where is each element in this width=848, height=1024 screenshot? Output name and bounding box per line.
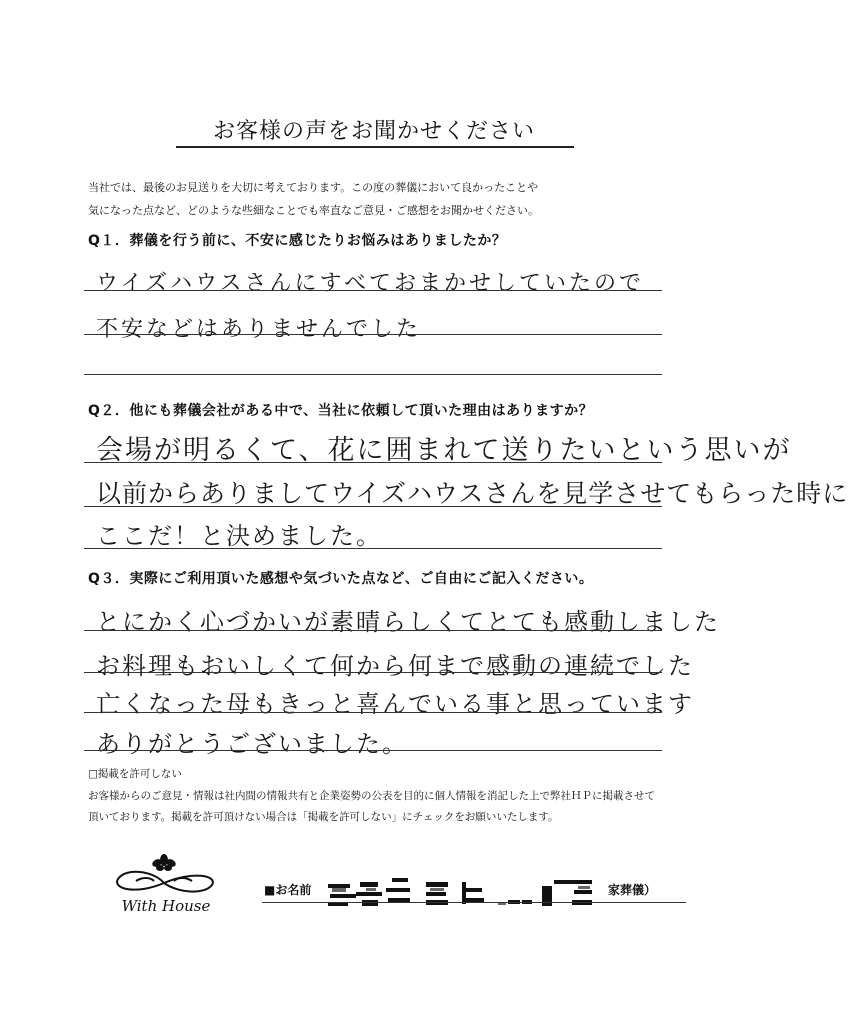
name-label: ■お名前 bbox=[264, 883, 312, 897]
consent-notice-line: 頂いております。掲載を許可頂けない場合は「掲載を許可しない」にチェックをお願いいたします。 bbox=[88, 811, 559, 823]
name-suffix: 家葬儀） bbox=[608, 883, 657, 897]
q3-answer-line: お料理もおいしくて何から何まで感動の連続でした bbox=[96, 652, 694, 680]
answer-rule bbox=[84, 750, 662, 751]
consent-notice bbox=[88, 786, 698, 828]
consent-notice-line: お客様からのご意見・情報は社内間の情報共有と企業姿勢の公表を目的に個人情報を消記した上で弊社ＨＰに掲載させて bbox=[88, 790, 655, 802]
q2-answer-line: 会場が明るくて、花に囲まれて送りたいという思いが bbox=[96, 435, 792, 466]
infinity-swirl-icon bbox=[117, 872, 213, 892]
logo-text: With House bbox=[121, 897, 211, 915]
with-house-logo bbox=[96, 853, 236, 915]
name-underline bbox=[262, 902, 686, 903]
question-3-label: Q３．実際にご利用頂いた感想や気づいた点など、ご自由にご記入ください。 bbox=[88, 571, 594, 587]
answer-rule bbox=[84, 712, 662, 713]
answer-rule bbox=[84, 548, 662, 549]
intro-text bbox=[88, 176, 688, 222]
question-1-label: Q１．葬儀を行う前に、不安に感じたりお悩みはありましたか？ bbox=[88, 233, 507, 249]
q3-answer-line: ありがとうございました。 bbox=[96, 730, 408, 758]
question-2-label: Q２．他にも葬儀会社がある中で、当社に依頼して頂いた理由はありますか？ bbox=[88, 403, 594, 419]
intro-line: 当社では、最後のお見送りを大切に考えております。この度の葬儀において良かったことや bbox=[88, 181, 539, 194]
redacted-name-mosaic bbox=[326, 874, 602, 910]
answer-rule bbox=[84, 630, 662, 631]
q1-answer-line: 不安などはありませんでした bbox=[96, 317, 422, 342]
answer-rule bbox=[84, 506, 662, 507]
q2-answer-line: 以前からありましてウイズハウスさんを見学させてもらった時に bbox=[96, 479, 848, 508]
q3-answer-line: 亡くなった母もきっと喜んでいる事と思っています bbox=[96, 690, 694, 718]
q2-answer-line: ここだ！と決めました。 bbox=[96, 522, 382, 550]
answer-rule bbox=[84, 374, 662, 375]
form-title: お客様の声をお聞かせください bbox=[212, 119, 535, 144]
intro-line: 気になった点など、どのような些細なことでも率直なご意見・ご感想をお聞かせください。 bbox=[88, 204, 539, 217]
answer-rule bbox=[84, 462, 662, 463]
answer-rule bbox=[84, 672, 662, 673]
answer-rule bbox=[84, 290, 662, 291]
answer-rule bbox=[84, 334, 662, 335]
title-underline bbox=[176, 146, 574, 148]
consent-checkbox[interactable]: □掲載を許可しない bbox=[88, 768, 182, 780]
q1-answer-line: ウイズハウスさんにすべておまかせしていたので bbox=[96, 271, 645, 296]
flower-icon bbox=[151, 854, 177, 871]
q3-answer-line: とにかく心づかいが素晴らしくてとても感動しました bbox=[96, 608, 720, 636]
